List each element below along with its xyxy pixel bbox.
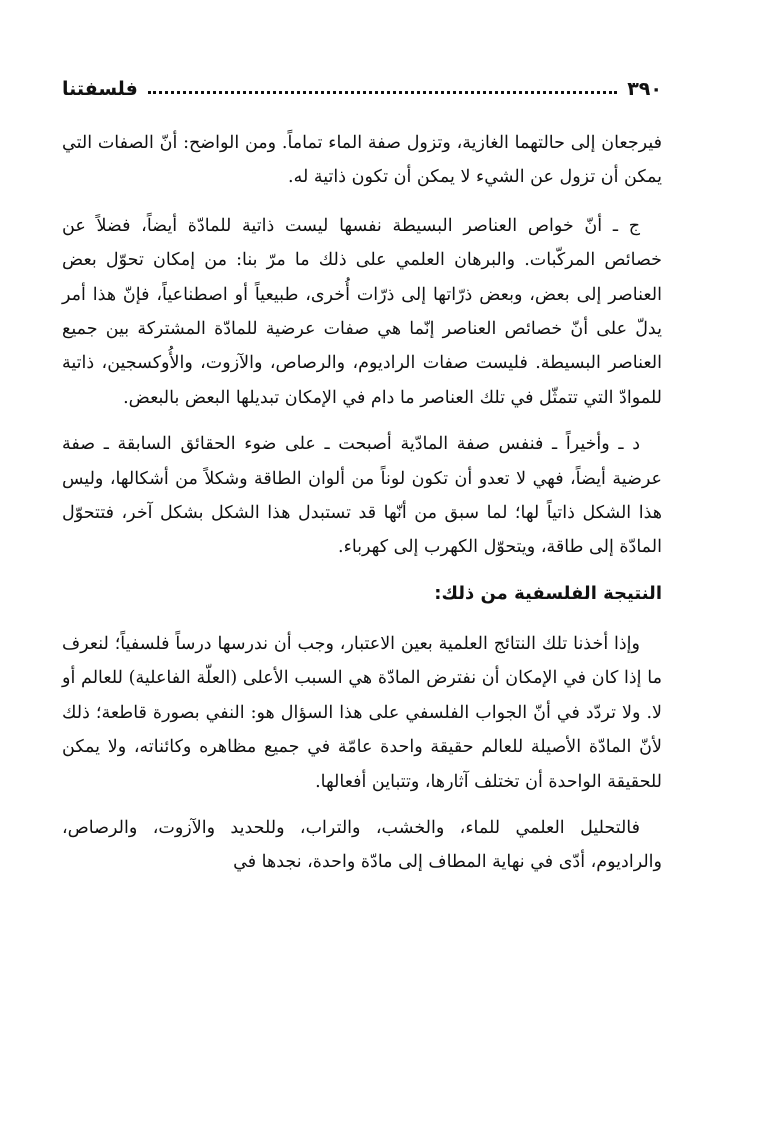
paragraph-analysis: فالتحليل العلمي للماء، والخشب، والتراب، وللحديد والآزوت، والرصاص، والراديوم، أدّى في نهاية المطاف إلى مادّة واحدة، نجدها في [62, 817, 662, 873]
paragraph-continuation: فيرجعان إلى حالتهما الغازية، وتزول صفة الماء تماماً. ومن الواضح: أنّ الصفات التي يمكن أن تزول عن الشيء لا يمكن أن تكون ذاتية له. [62, 133, 662, 188]
running-header [62, 68, 662, 100]
section-heading: النتيجة الفلسفية من ذلك: [434, 582, 662, 604]
page-number: ٣٩٠ [627, 78, 662, 100]
dotted-leader [148, 91, 617, 94]
book-title: فلسفتنا [62, 78, 138, 100]
page-body [62, 126, 662, 892]
paragraph-conclusion: وإذا أخذنا تلك النتائج العلمية بعين الاعتبار، وجب أن ندرسها درساً فلسفياً؛ لنعرف ما إذا كان في الإمكان أن نفترض المادّة هي السبب الأعلى (العلّة الفاعلية) للعالم أو لا. ولا تردّد في أنّ الجواب الفلسفي على هذا السؤال هو: النفي بصورة قاطعة؛ ذلك لأنّ المادّة الأصيلة للعالم حقيقة واحدة عامّة في جميع مظاهره وكائناته، ولا يمكن للحقيقة الواحدة أن تختلف آثارها، وتتباين أفعالها. [62, 633, 662, 792]
paragraph-point-c: ج ـ أنّ خواص العناصر البسيطة نفسها ليست ذاتية للمادّة أيضاً، فضلاً عن خصائص المركّبات. والبرهان العلمي على ذلك ما مرّ بنا: من إمكان تحوّل بعض العناصر إلى بعض، وبعض ذرّاتها إلى ذرّات أُخرى، طبيعياً أو اصطناعياً، فإنّ هذا أمر يدلّ على أنّ خصائص العناصر إنّما هي صفات عرضية للمادّة المشتركة بين جميع العناصر البسيطة. فليست صفات الراديوم، والرصاص، والآزوت، والأُوكسجين، ذاتية للموادّ التي تتمثّل في تلك العناصر ما دام في الإمكان تبديلها البعض بالبعض. [62, 215, 662, 408]
paragraph-point-d: د ـ وأخيراً ـ فنفس صفة المادّية أصبحت ـ على ضوء الحقائق السابقة ـ صفة عرضية أيضاً، فهي لا تعدو أن تكون لوناً من ألوان الطاقة وشكلاً من أشكالها، وليس هذا الشكل ذاتياً لها؛ لما سبق من أنّها قد تستبدل هذا الشكل بشكل آخر، فتتحوّل المادّة إلى طاقة، ويتحوّل الكهرب إلى كهرباء. [62, 434, 662, 558]
